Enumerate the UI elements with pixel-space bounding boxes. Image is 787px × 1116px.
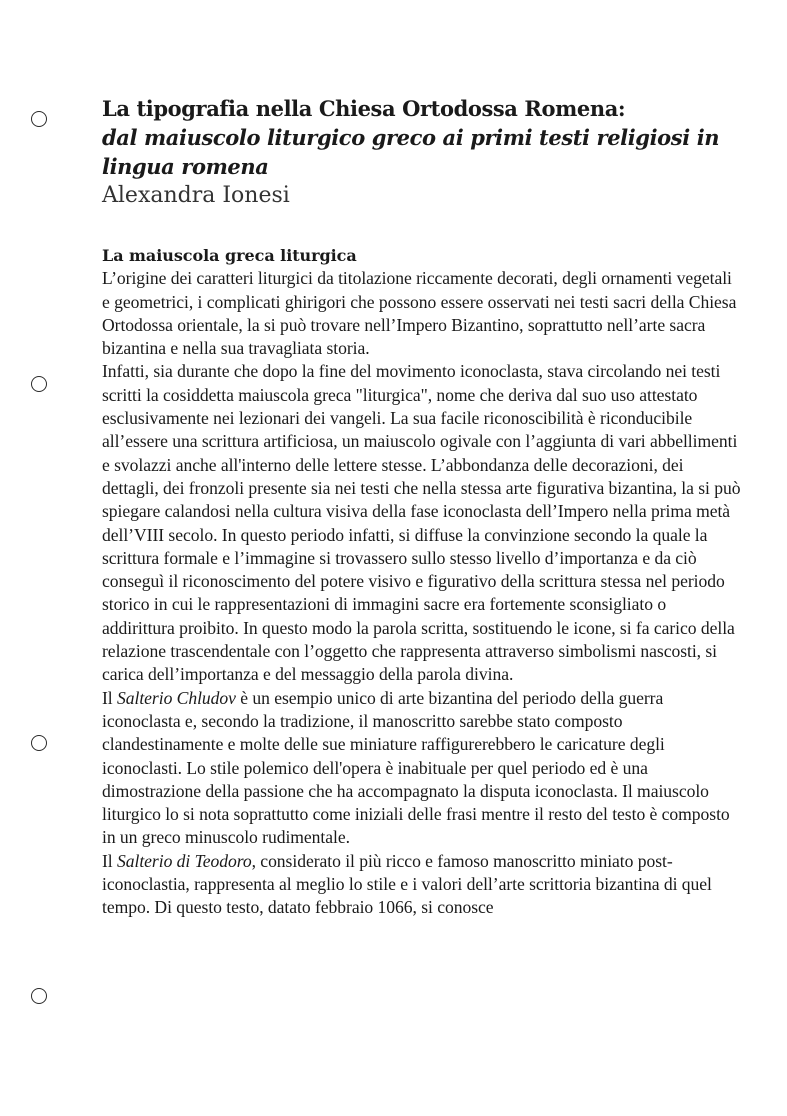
paragraph-text: è un esempio unico di arte bizantina del periodo della guerra iconoclasta e, secondo la tradizione, il manoscritto sarebbe stato composto clandestinamente e molte delle sue miniature raffigurerebbero le caricature degli iconoclasti. Lo stile polemico dell'opera è inabituale per quel periodo ed è una dimostrazione della passione che ha accompagnato la disputa iconoclasta. Il maiuscolo liturgico lo si nota soprattutto come iniziali delle frasi mentre il resto del testo è composto in un greco minuscolo rudimentale. bbox=[102, 687, 730, 848]
paragraph-text: , considerato il più ricco e famoso manoscritto miniato post-iconoclastia, rappresenta al meglio lo stile e i valori dell’arte scrittoria bizantina di quel tempo. Di questo testo, datato febbraio 1066, si conosce bbox=[102, 850, 712, 918]
document-title: La tipografia nella Chiesa Ortodossa Romena: bbox=[102, 96, 626, 121]
binder-hole bbox=[31, 988, 47, 1004]
work-title: Salterio Chludov bbox=[117, 687, 236, 708]
paragraph: Infatti, sia durante che dopo la fine del movimento iconoclasta, stava circolando nei testi scritti la cosiddetta maiuscola greca "liturgica", nome che deriva dal suo uso attestato esclusivamente nei lezionari dei vangeli. La sua facile riconoscibilità è riconducibile all’essere una scrittura artificiosa, un maiuscolo ogivale con l’aggiunta di vari abbellimenti e svolazzi anche all'interno delle lettere stesse. L’abbondanza delle decorazioni, dei dettagli, dei fronzoli presente sia nei testi che nella stessa arte figurativa bizantina, la si può spiegare calandosi nella cultura visiva della fase iconoclasta dell’Impero nella prima metà dell’VIII secolo. In questo periodo infatti, si diffuse la convinzione secondo la quale la scrittura formale e l’immagine si trovassero sullo stesso livello d’importanza e da ciò conseguì il riconoscimento del potere visivo e figurativo della scrittura stessa nel periodo storico in cui le rappresentazioni di immagini sacre era fortemente sconsigliato o addirittura proibito. In questo modo la parola scritta, sostituendo le icone, si fa carico della relazione trascendentale con l’oggetto che rappresenta attraverso simbolismi nascosti, si carica dell’importanza e del messaggio della parola divina. bbox=[102, 361, 741, 685]
paragraph-text: Il bbox=[102, 687, 117, 708]
paragraph bbox=[102, 687, 742, 850]
paragraph-text: Il bbox=[102, 850, 117, 871]
binder-hole bbox=[31, 111, 47, 127]
paragraph bbox=[102, 850, 742, 920]
section bbox=[102, 244, 742, 920]
section-heading: La maiuscola greca liturgica bbox=[102, 246, 357, 265]
binder-hole bbox=[31, 735, 47, 751]
document-body bbox=[102, 94, 742, 920]
author-name: Alexandra Ionesi bbox=[102, 183, 290, 208]
document-subtitle: dal maiuscolo liturgico greco ai primi testi religiosi in lingua romena bbox=[102, 125, 720, 179]
work-title: Salterio di Teodoro bbox=[117, 850, 252, 871]
paragraph: L’origine dei caratteri liturgici da titolazione riccamente decorati, degli ornamenti vegetali e geometrici, i complicati ghirigori che possono essere osservati nei testi sacri della Chiesa Ortodossa orientale, la si può trovare nell’Impero Bizantino, soprattutto nell’arte sacra bizantina e nella sua travagliata storia. bbox=[102, 268, 737, 359]
binder-hole bbox=[31, 376, 47, 392]
